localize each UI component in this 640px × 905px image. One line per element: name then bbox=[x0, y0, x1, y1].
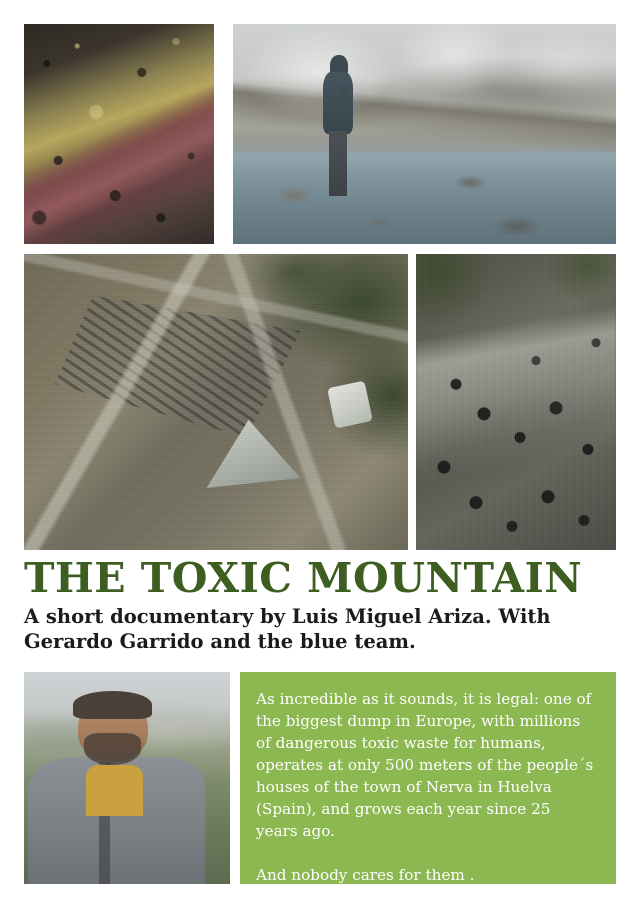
person-legs bbox=[329, 131, 347, 196]
photo-standing-person bbox=[321, 55, 355, 196]
photo-aerial-dump-terraces bbox=[24, 254, 408, 550]
person-arm bbox=[338, 86, 350, 97]
photo-grain-layer bbox=[24, 24, 214, 244]
photo-acid-river-tailings bbox=[24, 24, 214, 244]
person-coat bbox=[323, 72, 353, 134]
page-subtitle: A short documentary by Luis Miguel Ariza. With Gerardo Garrido and the blue team. bbox=[24, 605, 551, 653]
synopsis-paragraph-2: And nobody cares for them . bbox=[256, 866, 475, 884]
portrait-shirt bbox=[86, 765, 144, 816]
photo-grain-layer bbox=[24, 254, 408, 550]
photo-tyre-sludge-channel bbox=[416, 254, 616, 550]
photo-interviewee-portrait bbox=[24, 672, 230, 884]
photo-grain-layer bbox=[416, 254, 616, 550]
synopsis-paragraph-1: As incredible as it sounds, it is legal: one of the biggest dump in Europe, with millions of dangerous toxic waste for humans, operates at only 500 meters of the people´s houses of the town of Nerva in Huelva (Spain), and grows each year since 25 years ago. bbox=[256, 690, 594, 840]
portrait-hair bbox=[73, 691, 151, 719]
photo-rocks-layer bbox=[233, 24, 616, 244]
page-title: THE TOXIC MOUNTAIN bbox=[24, 554, 583, 602]
title-block bbox=[24, 556, 616, 654]
photo-worker-in-steaming-pond bbox=[233, 24, 616, 244]
synopsis-panel bbox=[240, 672, 616, 884]
